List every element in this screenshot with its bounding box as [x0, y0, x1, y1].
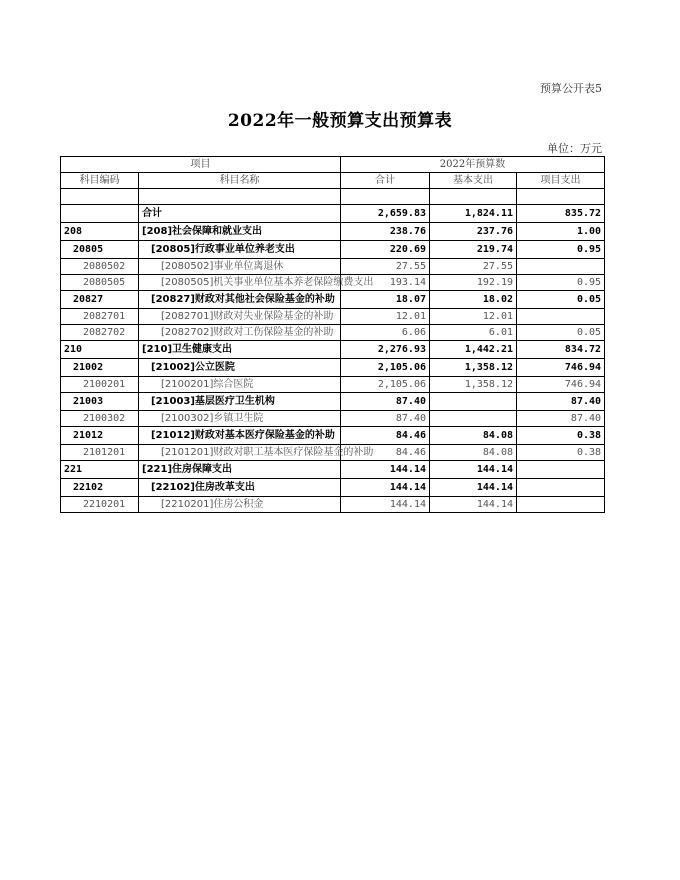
cell-code: 2210201 — [61, 497, 139, 513]
cell-name: [21003]基层医疗卫生机构 — [139, 393, 341, 411]
table-row — [61, 497, 605, 513]
cell-code: 2080502 — [61, 259, 139, 275]
cell-basic: 27.55 — [430, 259, 517, 275]
cell-basic: 12.01 — [430, 309, 517, 325]
cell-name: [2082702]财政对工伤保险基金的补助 — [139, 325, 341, 341]
cell-basic: 6.01 — [430, 325, 517, 341]
total-name: 合计 — [139, 205, 341, 223]
table-row — [61, 445, 605, 461]
total-project: 835.72 — [517, 205, 605, 223]
cell-name: [20805]行政事业单位养老支出 — [139, 241, 341, 259]
header-project: 项目支出 — [517, 173, 605, 189]
cell-code: 2080505 — [61, 275, 139, 291]
table-row — [61, 241, 605, 259]
spacer-row — [61, 189, 605, 205]
cell-code: 20805 — [61, 241, 139, 259]
cell-code: 2100201 — [61, 377, 139, 393]
cell-basic: 18.02 — [430, 291, 517, 309]
cell-project: 0.95 — [517, 241, 605, 259]
total-sum: 2,659.83 — [341, 205, 430, 223]
cell-basic: 219.74 — [430, 241, 517, 259]
cell-total: 144.14 — [341, 461, 430, 479]
cell-basic: 144.14 — [430, 497, 517, 513]
cell-code: 21012 — [61, 427, 139, 445]
cell-project: 0.05 — [517, 325, 605, 341]
table-row — [61, 291, 605, 309]
cell-name: [2100201]综合医院 — [139, 377, 341, 393]
cell-total: 238.76 — [341, 223, 430, 241]
cell-code: 210 — [61, 341, 139, 359]
cell-name: [2080502]事业单位离退休 — [139, 259, 341, 275]
cell-code: 221 — [61, 461, 139, 479]
unit-label: 单位：万元 — [547, 142, 602, 155]
cell-project — [517, 479, 605, 497]
total-code — [61, 205, 139, 223]
cell-code: 2101201 — [61, 445, 139, 461]
cell-project: 0.05 — [517, 291, 605, 309]
header-budget-group: 2022年预算数 — [341, 157, 605, 173]
cell-basic: 84.08 — [430, 427, 517, 445]
cell-project: 1.00 — [517, 223, 605, 241]
cell-basic: 192.19 — [430, 275, 517, 291]
cell-project — [517, 461, 605, 479]
cell-code: 2082702 — [61, 325, 139, 341]
table-row — [61, 309, 605, 325]
cell-name: [21002]公立医院 — [139, 359, 341, 377]
cell-total: 220.69 — [341, 241, 430, 259]
cell-code: 22102 — [61, 479, 139, 497]
header-total: 合计 — [341, 173, 430, 189]
budget-table — [60, 156, 605, 513]
cell-project: 0.38 — [517, 445, 605, 461]
table-row — [61, 427, 605, 445]
cell-project: 834.72 — [517, 341, 605, 359]
cell-project: 746.94 — [517, 377, 605, 393]
header-name: 科目名称 — [139, 173, 341, 189]
cell-total: 18.07 — [341, 291, 430, 309]
table-row — [61, 325, 605, 341]
table-row — [61, 461, 605, 479]
cell-name: [20827]财政对其他社会保险基金的补助 — [139, 291, 341, 309]
cell-basic — [430, 393, 517, 411]
table-row — [61, 259, 605, 275]
table-row — [61, 223, 605, 241]
cell-name: [2080505]机关事业单位基本养老保险缴费支出 — [139, 275, 341, 291]
cell-total: 84.46 — [341, 427, 430, 445]
page-title: 2022年一般预算支出预算表 — [227, 111, 453, 131]
header-item-group: 项目 — [61, 157, 341, 173]
cell-project: 0.95 — [517, 275, 605, 291]
table-row — [61, 479, 605, 497]
cell-name: [210]卫生健康支出 — [139, 341, 341, 359]
cell-name: [221]住房保障支出 — [139, 461, 341, 479]
cell-project — [517, 259, 605, 275]
header-basic: 基本支出 — [430, 173, 517, 189]
cell-total: 87.40 — [341, 393, 430, 411]
cell-basic: 84.08 — [430, 445, 517, 461]
cell-basic: 144.14 — [430, 479, 517, 497]
cell-basic: 1,358.12 — [430, 359, 517, 377]
cell-total: 144.14 — [341, 497, 430, 513]
cell-name: [2210201]住房公积金 — [139, 497, 341, 513]
cell-name: [2101201]财政对职工基本医疗保险基金的补助 — [139, 445, 341, 461]
table-row — [61, 411, 605, 427]
cell-total: 27.55 — [341, 259, 430, 275]
cell-total: 12.01 — [341, 309, 430, 325]
cell-total: 2,105.06 — [341, 377, 430, 393]
cell-total: 87.40 — [341, 411, 430, 427]
cell-project: 0.38 — [517, 427, 605, 445]
table-row — [61, 341, 605, 359]
cell-name: [208]社会保障和就业支出 — [139, 223, 341, 241]
table-row — [61, 275, 605, 291]
total-row — [61, 205, 605, 223]
header-row-group — [61, 157, 605, 173]
cell-project: 87.40 — [517, 393, 605, 411]
cell-total: 84.46 — [341, 445, 430, 461]
cell-name: [22102]住房改革支出 — [139, 479, 341, 497]
header-row-columns — [61, 173, 605, 189]
cell-basic: 1,442.21 — [430, 341, 517, 359]
cell-basic: 144.14 — [430, 461, 517, 479]
cell-code: 21003 — [61, 393, 139, 411]
cell-project: 87.40 — [517, 411, 605, 427]
cell-basic — [430, 411, 517, 427]
header-code: 科目编码 — [61, 173, 139, 189]
cell-name: [21012]财政对基本医疗保险基金的补助 — [139, 427, 341, 445]
cell-name: [2100302]乡镇卫生院 — [139, 411, 341, 427]
cell-total: 193.14 — [341, 275, 430, 291]
cell-name: [2082701]财政对失业保险基金的补助 — [139, 309, 341, 325]
cell-code: 21002 — [61, 359, 139, 377]
table-row — [61, 359, 605, 377]
cell-code: 208 — [61, 223, 139, 241]
cell-code: 20827 — [61, 291, 139, 309]
cell-total: 144.14 — [341, 479, 430, 497]
cell-code: 2100302 — [61, 411, 139, 427]
table-number-label: 预算公开表5 — [540, 82, 602, 95]
cell-project: 746.94 — [517, 359, 605, 377]
cell-project — [517, 309, 605, 325]
cell-basic: 237.76 — [430, 223, 517, 241]
table-row — [61, 377, 605, 393]
table-row — [61, 393, 605, 411]
cell-project — [517, 497, 605, 513]
total-basic: 1,824.11 — [430, 205, 517, 223]
cell-total: 2,276.93 — [341, 341, 430, 359]
cell-total: 2,105.06 — [341, 359, 430, 377]
cell-code: 2082701 — [61, 309, 139, 325]
cell-total: 6.06 — [341, 325, 430, 341]
cell-basic: 1,358.12 — [430, 377, 517, 393]
